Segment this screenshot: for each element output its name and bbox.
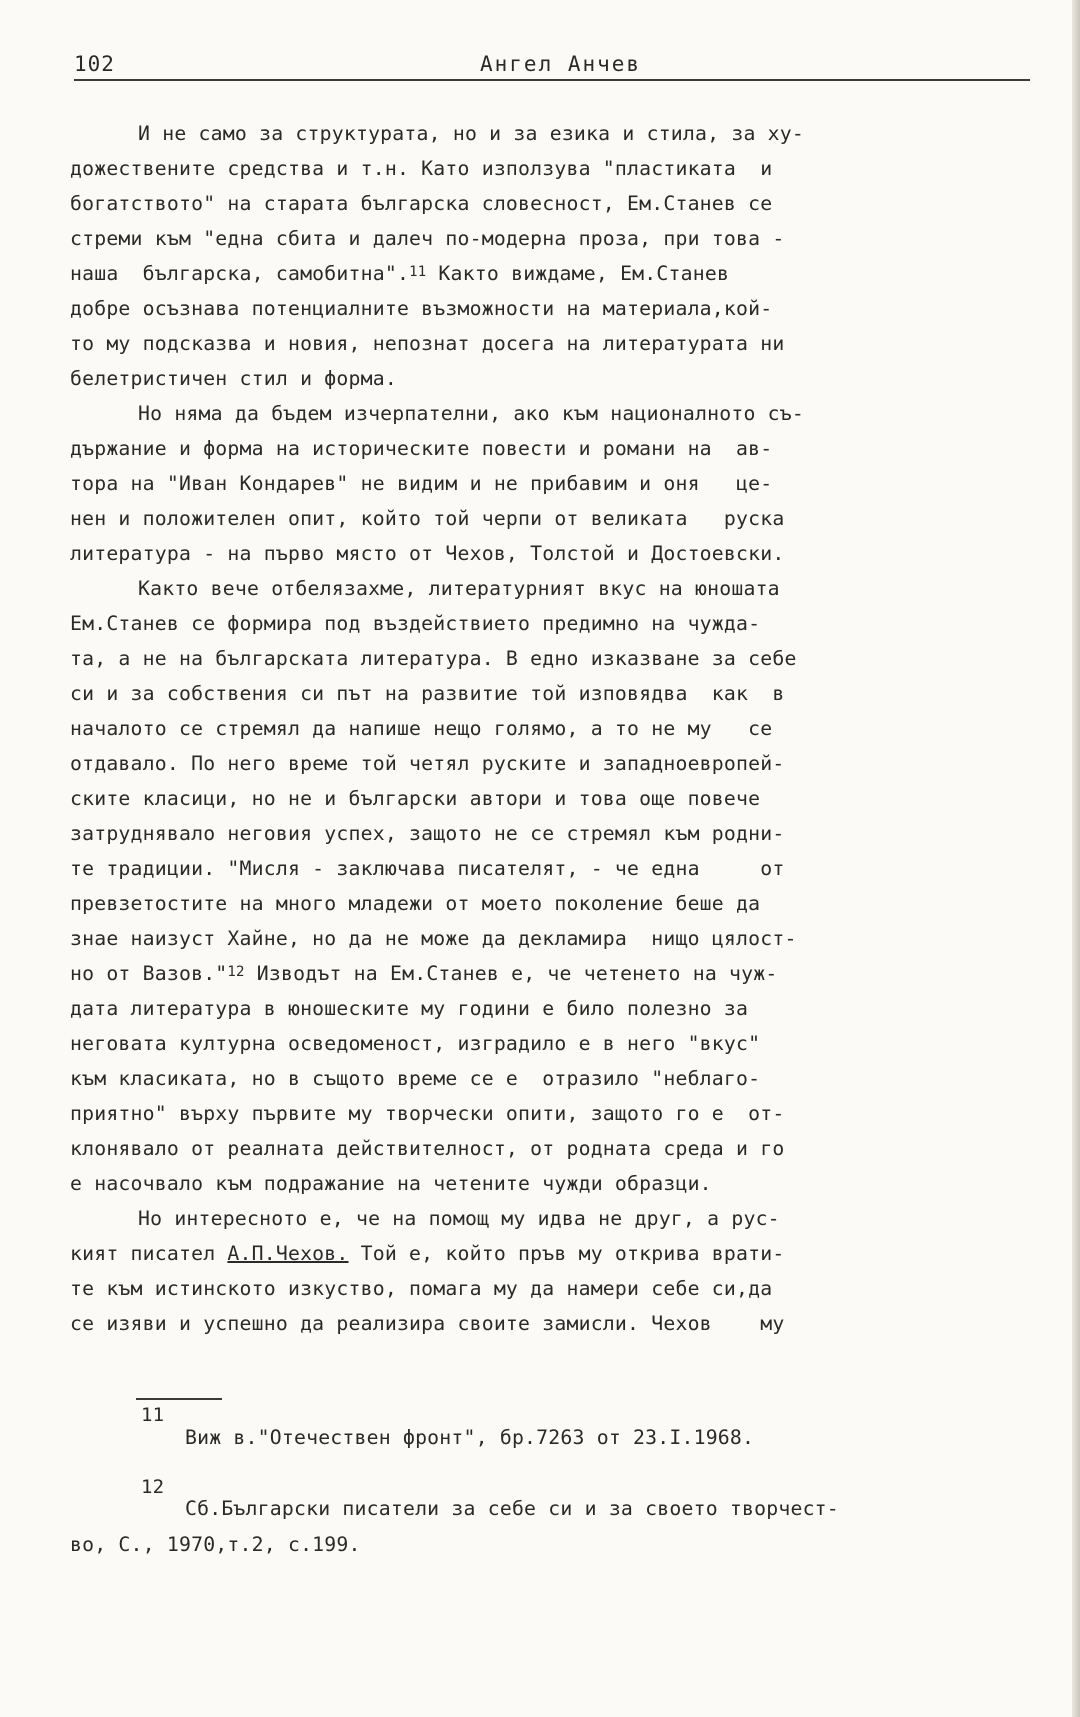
line-text: но от Вазов." — [70, 962, 228, 985]
text-line — [70, 256, 1045, 291]
text-line — [70, 361, 1045, 396]
line-text: тора на "Иван Кондарев" не видим и не прибавим и оня це- — [70, 472, 773, 495]
header-rule — [74, 79, 1030, 81]
text-line — [70, 151, 1045, 186]
running-header-author: Ангел Анчев — [480, 52, 642, 76]
line-text: литература - на първо място от Чехов, Толстой и Достоевски. — [70, 542, 785, 565]
line-text: се изяви и успешно да реализира своите замисли. Чехов му — [70, 1312, 785, 1335]
text-line — [70, 1201, 1045, 1236]
footnote-number: 11 — [141, 1404, 165, 1426]
text-line — [70, 606, 1045, 641]
line-text: дожествените средства и т.н. Като използува "пластиката и — [70, 157, 773, 180]
footnote-reference: 12 — [227, 964, 245, 980]
text-line — [70, 1061, 1045, 1096]
line-text: началото се стремял да напише нещо голямо, а то не му се — [70, 717, 773, 740]
line-text: превзетостите на много младежи от моето поколение беше да — [70, 892, 761, 915]
text-line — [70, 1306, 1045, 1341]
line-text: белетристичен стил и форма. — [70, 367, 397, 390]
line-text: дата литература в юношеските му години е било полезно за — [70, 997, 749, 1020]
footnote-text-continuation: во, С., 1970,т.2, с.199. — [70, 1533, 361, 1556]
page-number: 102 — [74, 52, 115, 76]
text-line — [70, 291, 1045, 326]
footnote-12 — [70, 1456, 1045, 1576]
line-text: Но няма да бъдем изчерпателни, ако към националното съ- — [138, 402, 805, 425]
line-text: И не само за структурата, но и за езика и стила, за ху- — [138, 122, 805, 145]
text-line — [70, 816, 1045, 851]
text-line — [70, 396, 1045, 431]
line-text: Но интересното е, че на помощ му идва не друг, а рус- — [138, 1207, 780, 1230]
footnote-11 — [70, 1400, 1045, 1456]
text-line — [70, 571, 1045, 606]
line-text: Както вече отбелязахме, литературният вкус на юношата — [138, 577, 780, 600]
text-line — [70, 781, 1045, 816]
body-text — [70, 116, 1045, 1341]
footnote-reference: 11 — [409, 264, 427, 280]
text-line — [70, 991, 1045, 1026]
line-text: те традиции. "Мисля - заключава писателят, - че една от — [70, 857, 785, 880]
line-text: то му подсказва и новия, непознат досега на литературата ни — [70, 332, 785, 355]
footnote-text: Сб.Български писатели за себе си и за своето творчест- — [185, 1497, 839, 1520]
text-line — [70, 711, 1045, 746]
line-text: неговата културна осведоменост, изградило е в него "вкус" — [70, 1032, 761, 1055]
footnote-text: Виж в."Отечествен фронт", бр.7263 от 23.I.1968. — [185, 1426, 755, 1449]
line-text: наша българска, самобитна". — [70, 262, 410, 285]
text-line — [70, 676, 1045, 711]
line-text: си и за собствения си път на развитие той изповядва как в — [70, 682, 785, 705]
line-text: те към истинското изкуство, помага му да намери себе си,да — [70, 1277, 773, 1300]
text-line — [70, 1026, 1045, 1061]
line-text: Ем.Станев се формира под въздействието предимно на чужда- — [70, 612, 761, 635]
text-line — [70, 326, 1045, 361]
line-text: държание и форма на историческите повести и романи на ав- — [70, 437, 773, 460]
line-text: към класиката, но в същото време се е отразило "неблаго- — [70, 1067, 761, 1090]
line-text: добре осъзнава потенциалните възможности на материала,кой- — [70, 297, 773, 320]
text-line — [70, 851, 1045, 886]
line-text: стреми към "една сбита и далеч по-модерна проза, при това - — [70, 227, 785, 250]
line-text: нен и положителен опит, който той черпи от великата руска — [70, 507, 785, 530]
text-line — [70, 466, 1045, 501]
line-text: затруднявало неговия успех, защото не се стремял към родни- — [70, 822, 785, 845]
line-text: знае наизуст Хайне, но да не може да декламира нищо цялост- — [70, 927, 797, 950]
footnotes — [70, 1400, 1045, 1576]
text-line — [70, 1096, 1045, 1131]
line-text: приятно" върху първите му творчески опити, защото го е от- — [70, 1102, 785, 1125]
line-text: клонявало от реалната действителност, от родната среда и го — [70, 1137, 785, 1160]
line-text: кият писател — [70, 1242, 228, 1265]
text-line — [70, 641, 1045, 676]
text-line — [70, 431, 1045, 466]
text-line — [70, 956, 1045, 991]
text-line — [70, 746, 1045, 781]
underlined-name: А.П.Чехов. — [227, 1242, 349, 1265]
text-line — [70, 1236, 1045, 1271]
line-text-continued: Както виждаме, Ем.Станев — [426, 262, 730, 285]
line-text: ските класици, но не и български автори и това още повече — [70, 787, 761, 810]
line-text: е насочвало към подражание на четените чужди образци. — [70, 1172, 712, 1195]
text-line — [70, 1131, 1045, 1166]
footnote-number: 12 — [141, 1476, 165, 1498]
line-text-continued: Той е, който пръв му открива врати- — [348, 1242, 785, 1265]
text-line — [70, 116, 1045, 151]
text-line — [70, 501, 1045, 536]
text-line — [70, 921, 1045, 956]
text-line — [70, 1271, 1045, 1306]
line-text: та, а не на българската литература. В едно изказване за себе — [70, 647, 797, 670]
line-text-continued: Изводът на Ем.Станев е, че четенето на чуж- — [244, 962, 778, 985]
text-line — [70, 186, 1045, 221]
page-edge-shadow — [1072, 0, 1080, 1717]
text-line — [70, 536, 1045, 571]
text-line — [70, 886, 1045, 921]
line-text: богатството" на старата българска словесност, Ем.Станев се — [70, 192, 773, 215]
text-line — [70, 221, 1045, 256]
line-text: отдавало. По него време той четял руските и западноевропей- — [70, 752, 785, 775]
text-line — [70, 1166, 1045, 1201]
